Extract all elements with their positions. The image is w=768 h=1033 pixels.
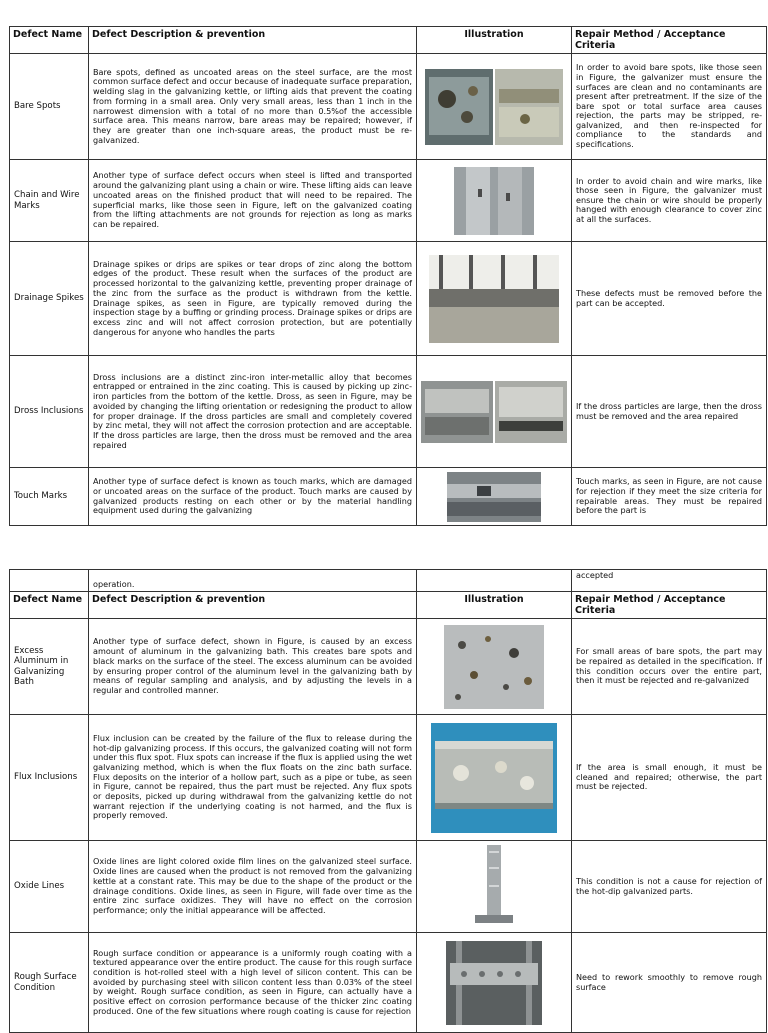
table-header-row: [10, 592, 767, 619]
header-defect-name: Defect Name: [10, 27, 89, 54]
continuation-row: [10, 570, 767, 592]
header-defect-name: Defect Name: [10, 592, 89, 619]
defect-name: Bare Spots: [10, 54, 89, 160]
table-row: [10, 468, 767, 526]
touch-marks-photo: [447, 472, 541, 522]
header-description: Defect Description & prevention: [89, 592, 417, 619]
defect-description: Bare spots, defined as uncoated areas on the steel surface, are the most common surface defect and occur because of inadequate surface preparation, welding slag in the galvanizing kettle, or lifting aids that prevent the coating from forming in a small area. Only very small areas, less than 1 inch in the narrowest dimension with a total of no more than 0.5%of the accessible surface area. This means narrow, bare areas may be repaired; however, if they are greater than one inch-square areas, the product must be re-galvanized.: [89, 54, 417, 160]
table-row: [10, 356, 767, 468]
header-repair: Repair Method / Acceptance Criteria: [572, 592, 767, 619]
repair-criteria: If the area is small enough, it must be cleaned and repaired; otherwise, the part must be rejected.: [572, 715, 767, 841]
flux-inclusions-photo: [431, 723, 557, 833]
table-row: [10, 715, 767, 841]
defect-description: Flux inclusion can be created by the failure of the flux to release during the hot-dip galvanizing process. If this occurs, the galvanized coating will not form under this flux spot. Flux spots can increase if the flux is applied using the wet galvanizing method, which is when the flux floats on the zinc bath surface. Flux deposits on the interior of a hollow part, such as a pipe or tube, as seen in Figure, cannot be repaired, thus the part must be rejected. Any flux spots or deposits, picked up during withdrawal from the galvanizing kettle do not warrant rejection if the underlying coating is not harmed, and the flux is properly removed.: [89, 715, 417, 841]
rough-surface-photo: [446, 941, 542, 1025]
repair-criteria: Need to rework smoothly to remove rough surface: [572, 933, 767, 1033]
table-row: [10, 160, 767, 242]
repair-criteria: These defects must be removed before the part can be accepted.: [572, 242, 767, 356]
defect-name: Chain and Wire Marks: [10, 160, 89, 242]
header-description: Defect Description & prevention: [89, 27, 417, 54]
repair-criteria: For small areas of bare spots, the part may be repaired as detailed in the specification. If this condition occurs over the entire part, then it must be rejected and re-galvanized: [572, 619, 767, 715]
illustration-cell: [417, 933, 572, 1033]
defect-name: Touch Marks: [10, 468, 89, 526]
continuation-description: operation.: [89, 570, 417, 592]
bare-spots-photo: [425, 69, 563, 145]
defect-table-page1: [9, 26, 767, 526]
illustration-cell: [417, 619, 572, 715]
defect-name: Drainage Spikes: [10, 242, 89, 356]
table-row: [10, 841, 767, 933]
illustration-cell: [417, 468, 572, 526]
defect-description: Oxide lines are light colored oxide film lines on the galvanized steel surface. Oxide lines are caused when the product is not removed from the galvanizing kettle at a constant rate. This may be due to the shape of the product or the drainage conditions. Oxide lines, as seen in Figure, will fade over time as the entire zinc surface oxidizes. They will have no effect on the corrosion performance; only the initial appearance will be affected.: [89, 841, 417, 933]
defect-description: Another type of surface defect is known as touch marks, which are damaged or uncoated areas on the surface of the product. Touch marks are caused by galvanized products resting on each other or by the material handling equipment used during the galvanizing: [89, 468, 417, 526]
oxide-lines-photo: [469, 845, 519, 929]
chain-marks-photo: [454, 167, 534, 235]
continuation-repair: accepted: [572, 570, 767, 592]
defect-description: Drainage spikes or drips are spikes or tear drops of zinc along the bottom edges of the product. These result when the surfaces of the product are processed horizontal to the galvanizing kettle, preventing proper drainage of the zinc from the surface as the product is withdrawn from the kettle. Drainage spikes, as seen in Figure, are typically removed during the inspection stage by a buffing or grinding process. Drainage spikes or drips are excess zinc and will not affect corrosion protection, but are potentially dangerous for anyone who handles the parts: [89, 242, 417, 356]
repair-criteria: In order to avoid bare spots, like those seen in Figure, the galvanizer must ensure the surfaces are clean and no contaminants are present after pretreatment. If the size of the bare spot or total surface area causes rejection, the parts may be stripped, re-galvanized, and then re-inspected for compliance to the standards and specifications.: [572, 54, 767, 160]
defect-description: Dross inclusions are a distinct zinc-iron inter-metallic alloy that becomes entrapped or entrained in the zinc coating. This is caused by picking up zinc-iron particles from the bottom of the kettle. Dross, as seen in Figure, may be avoided by changing the lifting orientation or redesigning the product to allow for proper drainage. If the dross particles are small and completely covered by zinc metal, they will not affect the corrosion protection and are acceptable. If the dross particles are large, then the dross must be removed and the area repaired: [89, 356, 417, 468]
table-row: [10, 242, 767, 356]
defect-description: Rough surface condition or appearance is a uniformly rough coating with a textured appearance over the entire product. The cause for this rough surface condition is hot-rolled steel with a high level of silicon content. This can be avoided by purchasing steel with silicon content less than 0.03% of the steel by weight. Rough surface condition, as seen in Figure, can actually have a positive effect on corrosion performance because of the thicker zinc coating produced. One of the few situations where rough coating is cause for rejection: [89, 933, 417, 1033]
defect-name: Oxide Lines: [10, 841, 89, 933]
table-row: [10, 619, 767, 715]
illustration-cell: [417, 356, 572, 468]
repair-criteria: This condition is not a cause for rejection of the hot-dip galvanized parts.: [572, 841, 767, 933]
defect-name: Flux Inclusions: [10, 715, 89, 841]
defect-table-page2: [9, 569, 767, 1033]
defect-description: Another type of surface defect occurs when steel is lifted and transported around the galvanizing plant using a chain or wire. These lifting aids can leave uncoated areas on the finished product that will need to be repaired. The superficial marks, like those seen in Figure, left on the galvanized coating from the lifting attachments are not grounds for rejection as long as marks can be repaired.: [89, 160, 417, 242]
table-row: [10, 54, 767, 160]
defect-name: Rough Surface Condition: [10, 933, 89, 1033]
illustration-cell: [417, 242, 572, 356]
defect-description: Another type of surface defect, shown in Figure, is caused by an excess amount of aluminum in the galvanizing bath. This creates bare spots and black marks on the surface of the steel. The excess aluminum can be avoided by ensuring proper control of the aluminum level in the galvanizing bath by means of regular sampling and analysis, and by adjusting the levels in a regular and controlled manner.: [89, 619, 417, 715]
excess-aluminum-photo: [444, 625, 544, 709]
defect-name: Dross Inclusions: [10, 356, 89, 468]
illustration-cell: [417, 715, 572, 841]
table-header-row: [10, 27, 767, 54]
repair-criteria: In order to avoid chain and wire marks, like those seen in Figure, the galvanizer must ensure the chain or wire should be properly hanged with enough clearance to cover zinc at all the surfaces.: [572, 160, 767, 242]
drainage-spikes-photo: [429, 255, 559, 343]
illustration-cell: [417, 54, 572, 160]
header-illustration: Illustration: [417, 27, 572, 54]
header-illustration: Illustration: [417, 592, 572, 619]
repair-criteria: Touch marks, as seen in Figure, are not cause for rejection if they meet the size criteria for repairable areas. They must be repaired before the part is: [572, 468, 767, 526]
defect-name: Excess Aluminum in Galvanizing Bath: [10, 619, 89, 715]
table-row: [10, 933, 767, 1033]
illustration-cell: [417, 160, 572, 242]
illustration-cell: [417, 841, 572, 933]
header-repair: Repair Method / Acceptance Criteria: [572, 27, 767, 54]
repair-criteria: If the dross particles are large, then the dross must be removed and the area repaired: [572, 356, 767, 468]
dross-inclusions-photo: [421, 381, 567, 443]
